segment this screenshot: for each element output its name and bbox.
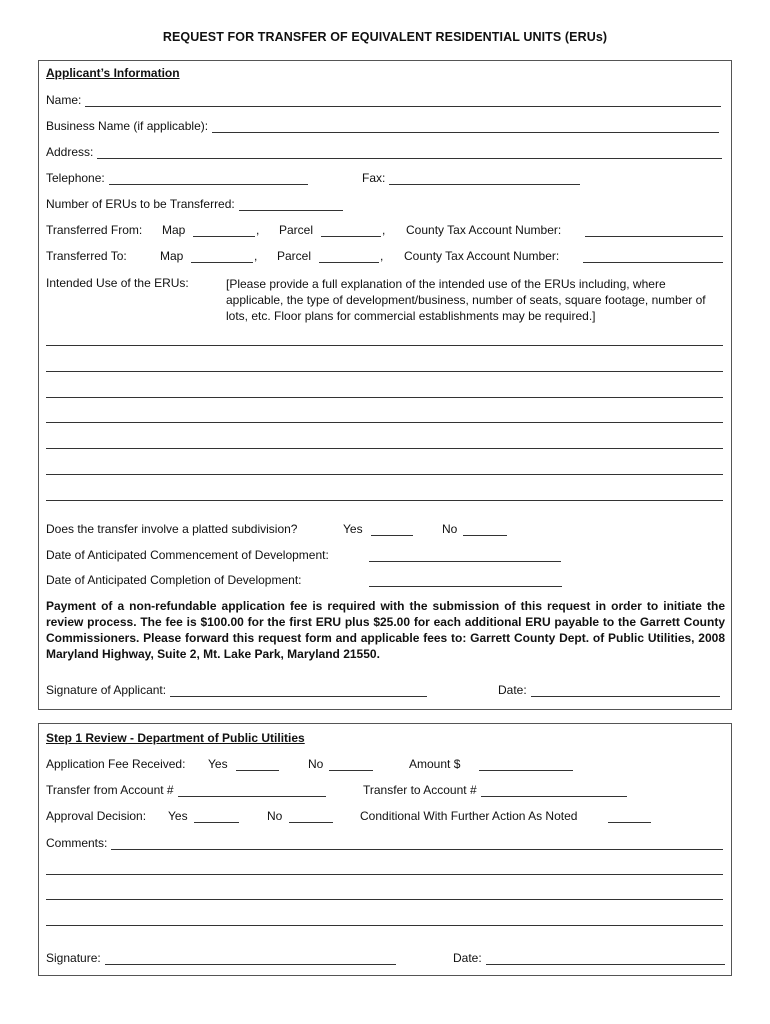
applicant-signature-field[interactable] (46, 682, 427, 697)
transferred-to-label: Transferred To: (46, 249, 127, 263)
intended-use-line[interactable] (46, 500, 723, 501)
platted-question: Does the transfer involve a platted subdivision? (46, 522, 298, 536)
name-field[interactable] (46, 92, 721, 107)
to-map-comma: , (254, 249, 258, 263)
business-name-label: Business Name (if applicable): (46, 119, 209, 133)
intended-use-line[interactable] (46, 345, 723, 346)
from-parcel-input[interactable] (321, 236, 381, 237)
comments-label: Comments: (46, 836, 108, 850)
to-tax-input[interactable] (583, 262, 723, 263)
applicant-signature-label: Signature of Applicant: (46, 683, 167, 697)
comments-line[interactable] (46, 874, 723, 875)
to-tax-label: County Tax Account Number: (404, 249, 560, 263)
platted-no-input[interactable] (463, 535, 507, 536)
platted-no-label: No (442, 522, 458, 536)
completion-label: Date of Anticipated Completion of Development: (46, 573, 302, 587)
applicant-date-field[interactable] (498, 682, 720, 697)
intended-use-line[interactable] (46, 422, 723, 423)
review-date-field[interactable] (453, 950, 725, 965)
conditional-input[interactable] (608, 822, 651, 823)
platted-yes-input[interactable] (371, 535, 413, 536)
from-map-comma: , (256, 223, 260, 237)
review-heading: Step 1 Review - Department of Public Utilities (46, 731, 305, 745)
approval-no-input[interactable] (289, 822, 333, 823)
applicant-section (38, 60, 732, 710)
transfer-to-account-label: Transfer to Account # (363, 783, 477, 797)
transfer-to-account-field[interactable] (363, 782, 627, 797)
approval-no-label: No (267, 809, 283, 823)
intended-use-line[interactable] (46, 474, 723, 475)
to-parcel-input[interactable] (319, 262, 379, 263)
intended-use-line[interactable] (46, 397, 723, 398)
fee-no-input[interactable] (329, 770, 373, 771)
commencement-label: Date of Anticipated Commencement of Development: (46, 548, 329, 562)
review-signature-label: Signature: (46, 951, 101, 965)
from-parcel-comma: , (382, 223, 386, 237)
fee-yes-label: Yes (208, 757, 228, 771)
completion-input[interactable] (369, 586, 562, 587)
fax-label: Fax: (362, 171, 386, 185)
telephone-label: Telephone: (46, 171, 105, 185)
comments-field[interactable] (46, 835, 723, 850)
from-tax-input[interactable] (585, 236, 723, 237)
platted-yes-label: Yes (343, 522, 363, 536)
address-field[interactable] (46, 144, 722, 159)
approval-yes-input[interactable] (194, 822, 239, 823)
to-map-label: Map (160, 249, 184, 263)
to-map-input[interactable] (191, 262, 253, 263)
fee-notice: Payment of a non-refundable application fee is required with the submission of this request in order to initiate the review process. The fee is $100.00 for the first ERU plus $25.00 for each additional ERU payable to the Garrett County Commissioners. Please forward this request form and applicable fees to: Garrett County Dept. of Public Utilities, 2008 Maryland Highway, Suite 2, Mt. Lake Park, Maryland 21550. (46, 599, 725, 661)
comments-line[interactable] (46, 899, 723, 900)
intended-use-line[interactable] (46, 371, 723, 372)
to-parcel-comma: , (380, 249, 384, 263)
address-label: Address: (46, 145, 94, 159)
review-signature-field[interactable] (46, 950, 396, 965)
telephone-field[interactable] (46, 170, 308, 185)
fee-yes-input[interactable] (236, 770, 279, 771)
applicant-heading: Applicant’s Information (46, 66, 180, 80)
transfer-from-account-label: Transfer from Account # (46, 783, 174, 797)
conditional-label: Conditional With Further Action As Noted (360, 809, 578, 823)
num-erus-field[interactable] (46, 196, 343, 211)
amount-input[interactable] (479, 770, 573, 771)
amount-label: Amount $ (409, 757, 461, 771)
approval-label: Approval Decision: (46, 809, 147, 823)
fax-field[interactable] (362, 170, 580, 185)
intended-use-label: Intended Use of the ERUs: (46, 276, 189, 290)
intended-use-line[interactable] (46, 448, 723, 449)
transfer-from-account-field[interactable] (46, 782, 326, 797)
transferred-from-label: Transferred From: (46, 223, 143, 237)
fee-received-label: Application Fee Received: (46, 757, 186, 771)
form-title: REQUEST FOR TRANSFER OF EQUIVALENT RESIDENTIAL UNITS (ERUs) (162, 30, 608, 44)
review-date-label: Date: (453, 951, 482, 965)
commencement-input[interactable] (369, 561, 561, 562)
to-parcel-label: Parcel (277, 249, 312, 263)
num-erus-label: Number of ERUs to be Transferred: (46, 197, 235, 211)
business-name-field[interactable] (46, 118, 719, 133)
from-map-label: Map (162, 223, 186, 237)
from-parcel-label: Parcel (279, 223, 314, 237)
intended-use-note: [Please provide a full explanation of the intended use of the ERUs including, where applicable, the type of development/business, number of seats, square footage, number of lots, etc. Floor plans for commercial establishments may be required.] (226, 277, 706, 323)
name-label: Name: (46, 93, 82, 107)
applicant-date-label: Date: (498, 683, 527, 697)
comments-line[interactable] (46, 925, 723, 926)
fee-no-label: No (308, 757, 324, 771)
review-section (38, 723, 732, 976)
from-tax-label: County Tax Account Number: (406, 223, 562, 237)
approval-yes-label: Yes (168, 809, 188, 823)
from-map-input[interactable] (193, 236, 255, 237)
